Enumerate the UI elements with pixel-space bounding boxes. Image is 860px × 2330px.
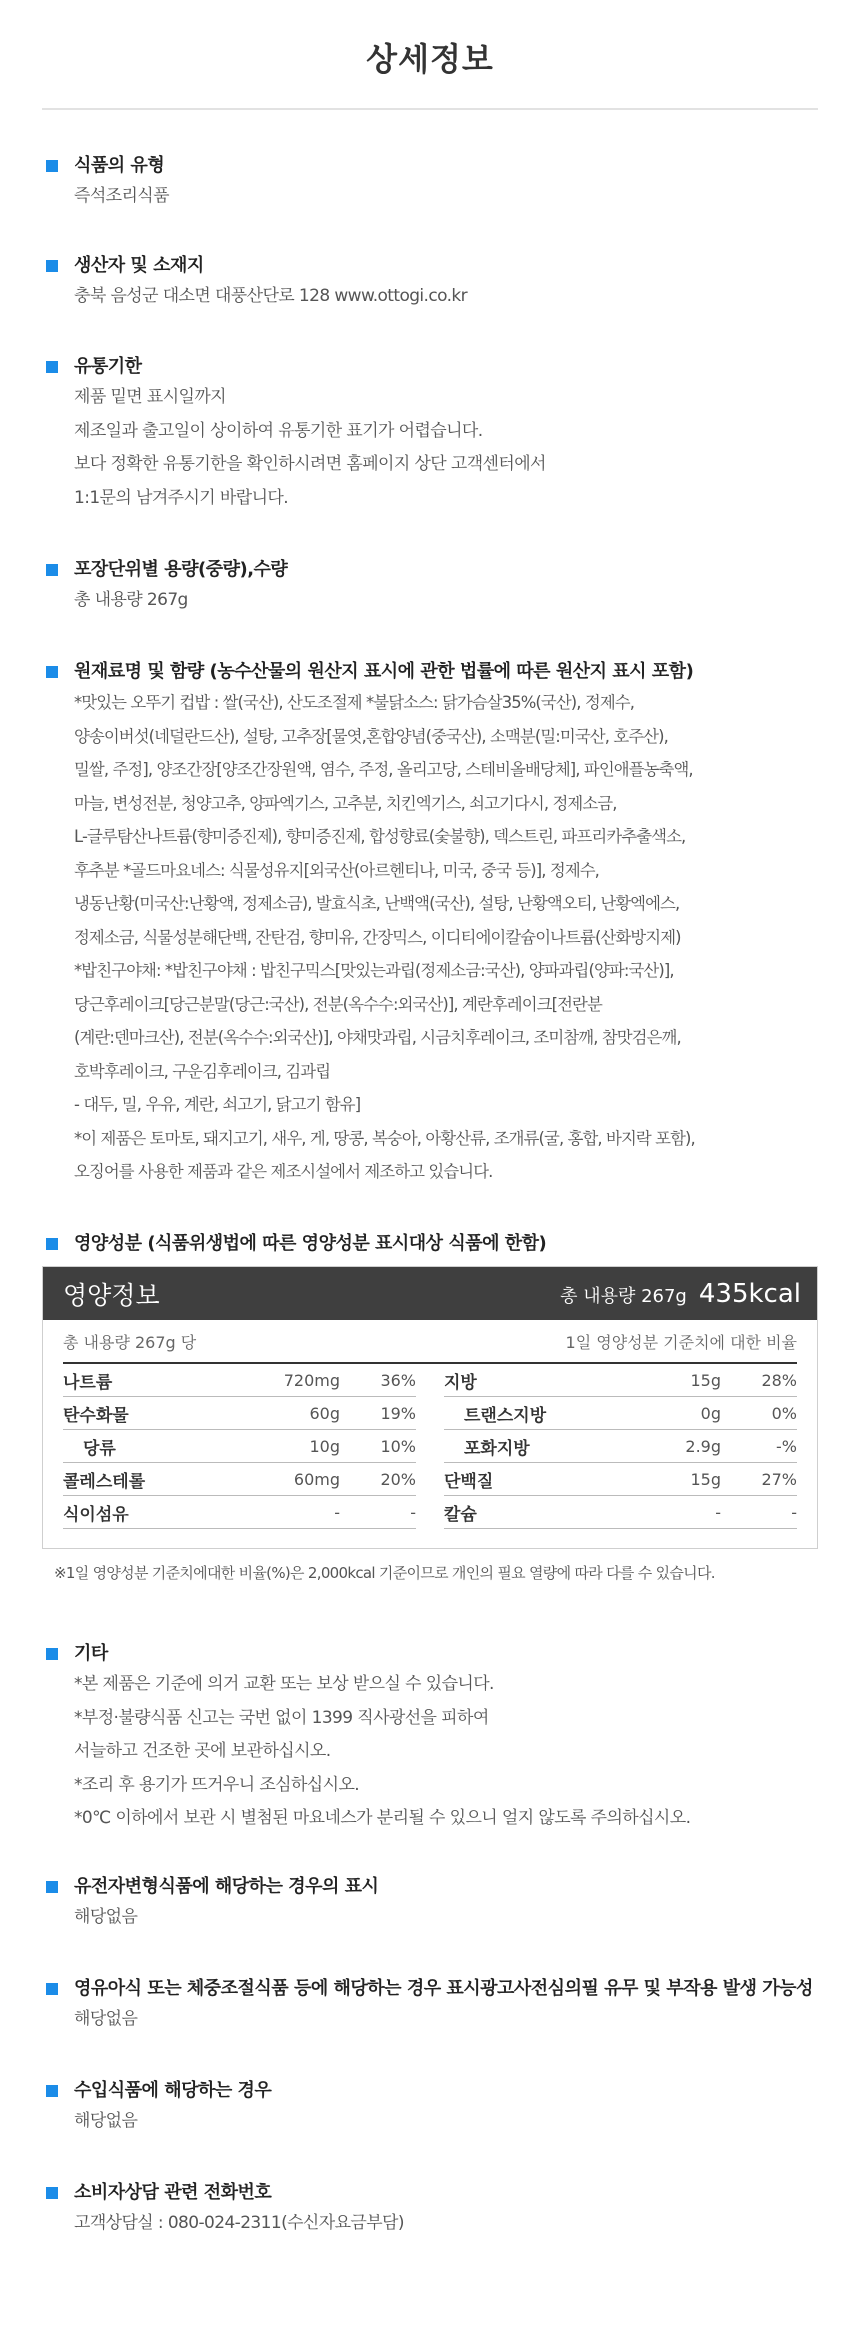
nutrition-row — [63, 1364, 416, 1397]
bullet-square-icon — [46, 2187, 58, 2199]
nutrition-row — [444, 1430, 797, 1463]
section-text: *조리 후 용기가 뜨거우니 조심하십시오. — [74, 1774, 360, 1795]
nutrition-row — [444, 1463, 797, 1496]
ingredient-line: 마늘, 변성전분, 청양고추, 양파엑기스, 고추분, 치킨엑기스, 쇠고기다시, 정제소금, — [74, 793, 617, 813]
bullet-square-icon — [46, 160, 58, 172]
ingredient-line: 정제소금, 식물성분해단백, 잔탄검, 향미유, 간장믹스, 이디티에이칼슘이나트륨(산화방지제) — [74, 927, 681, 947]
nutrient-value: 15g — [690, 1370, 721, 1390]
section-heading: 유통기한 — [74, 356, 142, 377]
nutrient-name: 칼슘 — [444, 1504, 477, 1525]
nutrient-percent: 36% — [380, 1370, 416, 1390]
ingredients-lines — [74, 686, 818, 1189]
section-heading: 수입식품에 해당하는 경우 — [74, 2080, 272, 2101]
section-infant-food — [42, 1975, 818, 2037]
bullet-square-icon — [46, 564, 58, 576]
nutrition-column-left — [63, 1364, 416, 1529]
section-text: 제품 밑면 표시일까지 — [74, 387, 227, 407]
nutrient-name: 식이섬유 — [63, 1504, 129, 1525]
section-text: 해당없음 — [74, 1907, 138, 1927]
nutrient-name: 콜레스테롤 — [63, 1471, 146, 1492]
nutrient-value: 15g — [690, 1469, 721, 1489]
nutrition-row — [63, 1430, 416, 1463]
nutrient-name: 지방 — [444, 1372, 477, 1393]
section-nutrition — [42, 1230, 818, 1258]
nutrient-percent: - — [410, 1502, 416, 1522]
nutrient-percent: 0% — [771, 1403, 797, 1423]
bullet-square-icon — [46, 1238, 58, 1250]
ingredient-line: (계란:덴마크산), 전분(옥수수:외국산)], 야채맛과립, 시금치후레이크, 조미참깨, 참맛검은깨, — [74, 1028, 681, 1047]
section-text: 제조일과 출고일이 상이하여 유통기한 표기가 어렵습니다. — [74, 420, 483, 441]
section-text: 1:1문의 남겨주시기 바랍니다. — [74, 487, 289, 508]
section-heading: 소비자상담 관련 전화번호 — [74, 2182, 272, 2203]
nutrition-row — [63, 1397, 416, 1430]
section-consumer-contact — [42, 2179, 818, 2241]
ingredient-line: 당근후레이크[당근분말(당근:국산), 전분(옥수수:외국산)], 계란후레이크[전란분 — [74, 994, 602, 1014]
section-heading: 기타 — [74, 1643, 108, 1664]
section-package — [42, 556, 818, 618]
nutrient-value: - — [715, 1502, 721, 1522]
nutrient-percent: -% — [776, 1436, 797, 1456]
section-heading: 유전자변형식품에 해당하는 경우의 표시 — [74, 1876, 379, 1897]
nutrition-table — [42, 1266, 818, 1549]
bullet-square-icon — [46, 2085, 58, 2097]
ingredient-line: 호박후레이크, 구운김후레이크, 김과립 — [74, 1061, 331, 1081]
nutrition-row — [63, 1463, 416, 1496]
nutrient-value: 2.9g — [685, 1436, 721, 1456]
nutrient-value: 0g — [700, 1403, 721, 1423]
nutrient-percent: 27% — [761, 1469, 797, 1489]
nutrient-name: 나트륨 — [63, 1372, 113, 1393]
ingredient-line: L-글루탐산나트륨(향미증진제), 향미증진제, 합성향료(숯불향), 덱스트린, 파프리카추출색소, — [74, 827, 686, 846]
nutrition-row — [444, 1397, 797, 1430]
section-producer — [42, 252, 818, 314]
section-text: 보다 정확한 유통기한을 확인하시려면 홈페이지 상단 고객센터에서 — [74, 454, 546, 474]
ingredient-line: - 대두, 밀, 우유, 계란, 쇠고기, 닭고기 함유] — [74, 1095, 361, 1114]
section-heading: 영유아식 또는 체중조절식품 등에 해당하는 경우 표시광고사전심의필 유무 및 부작용 발생 가능성 — [74, 1978, 813, 1999]
bullet-square-icon — [46, 260, 58, 272]
nutrition-subheader — [43, 1320, 817, 1362]
ingredient-line: *이 제품은 토마토, 돼지고기, 새우, 게, 땅콩, 복숭아, 아황산류, 조개류(굴, 홍합, 바지락 포함), — [74, 1128, 695, 1148]
nutrient-name: 탄수화물 — [63, 1405, 129, 1426]
nutrient-name: 트랜스지방 — [464, 1405, 547, 1426]
section-expiry — [42, 353, 818, 515]
nutrition-title: 영양정보 — [63, 1280, 160, 1310]
section-heading: 원재료명 및 함량 (농수산물의 원산지 표시에 관한 법률에 따른 원산지 표시 포함) — [74, 661, 694, 682]
page-title: 상세정보 — [42, 0, 818, 110]
section-text: *본 제품은 기준에 의거 교환 또는 보상 받으실 수 있습니다. — [74, 1674, 494, 1694]
section-heading: 식품의 유형 — [74, 155, 165, 176]
section-heading: 포장단위별 용량(중량),수량 — [74, 559, 288, 580]
nutrient-name: 포화지방 — [464, 1438, 530, 1459]
nutrient-name: 당류 — [83, 1438, 116, 1459]
section-gmo — [42, 1873, 818, 1935]
ingredient-line: 냉동난황(미국산:난황액, 정제소금), 발효식초, 난백액(국산), 설탕, 난황액오티, 난황엑에스, — [74, 894, 680, 913]
section-text: *0℃ 이하에서 보관 시 별첨된 마요네스가 분리될 수 있으니 얼지 않도록 주의하십시오. — [74, 1808, 691, 1828]
nutrition-row — [444, 1496, 797, 1529]
nutrition-footnote: ※1일 영양성분 기준치에대한 비율(%)은 2,000kcal 기준이므로 개인의 필요 열량에 따라 다를 수 있습니다. — [54, 1564, 715, 1582]
section-import — [42, 2077, 818, 2139]
nutrition-total-amount: 총 내용량 267g — [560, 1285, 687, 1307]
nutrient-name: 단백질 — [444, 1471, 494, 1492]
nutrient-percent: 19% — [380, 1403, 416, 1423]
section-text: 해당없음 — [74, 2111, 138, 2131]
section-text: 충북 음성군 대소면 대풍산단로 128 www.ottogi.co.kr — [74, 286, 468, 306]
ingredient-line: 오징어를 사용한 제품과 같은 제조시설에서 제조하고 있습니다. — [74, 1162, 493, 1181]
nutrition-column-right — [444, 1364, 797, 1529]
nutrition-row — [444, 1364, 797, 1397]
section-heading: 생산자 및 소재지 — [74, 255, 204, 276]
section-food-type — [42, 152, 818, 214]
nutrient-value: 10g — [309, 1436, 340, 1456]
nutrient-value: 60g — [309, 1403, 340, 1423]
nutrient-value: - — [334, 1502, 340, 1522]
ingredient-line: *맛있는 오뚜기 컵밥 : 쌀(국산), 산도조절제 *불닭소스: 닭가슴살35%(국산), 정제수, — [74, 693, 635, 712]
nutrient-percent: 10% — [380, 1436, 416, 1456]
nutrient-value: 720mg — [283, 1370, 340, 1390]
nutrient-percent: - — [791, 1502, 797, 1522]
ingredient-line: *밥친구야채: *밥친구야채 : 밥친구믹스[맛있는과립(정제소금:국산), 양파과립(양파:국산)], — [74, 961, 674, 980]
bullet-square-icon — [46, 666, 58, 678]
nutrition-header — [43, 1267, 817, 1320]
nutrition-ratio-label: 1일 영양성분 기준치에 대한 비율 — [565, 1332, 797, 1352]
section-text: 해당없음 — [74, 2009, 138, 2029]
section-text: 서늘하고 건조한 곳에 보관하십시오. — [74, 1741, 331, 1761]
ingredient-line: 밀쌀, 주정], 양조간장[양조간장원액, 염수, 주정, 올리고당, 스테비올배당체], 파인애플농축액, — [74, 760, 693, 779]
nutrient-percent: 28% — [761, 1370, 797, 1390]
section-heading: 영양성분 (식품위생법에 따른 영양성분 표시대상 식품에 한함) — [74, 1233, 547, 1254]
section-other — [42, 1640, 818, 1836]
section-ingredients — [42, 658, 818, 1189]
ingredient-line: 후추분 *골드마요네스: 식물성유지[외국산(아르헨티나, 미국, 중국 등)], 정제수, — [74, 860, 599, 880]
ingredient-line: 양송이버섯(네덜란드산), 설탕, 고추장[물엿,혼합양념(중국산), 소맥분(밀:미국산, 호주산), — [74, 726, 668, 746]
bullet-square-icon — [46, 1648, 58, 1660]
section-text: 총 내용량 267g — [74, 590, 188, 610]
nutrition-calories: 435kcal — [698, 1278, 801, 1309]
nutrition-per-label: 총 내용량 267g 당 — [63, 1332, 197, 1352]
consumer-phone: 고객상담실 : 080-024-2311(수신자요금부담) — [74, 2213, 404, 2233]
nutrient-value: 60mg — [293, 1469, 340, 1489]
section-text: 즉석조리식품 — [74, 186, 169, 206]
bullet-square-icon — [46, 1881, 58, 1893]
section-text: *부정·불량식품 신고는 국번 없이 1399 직사광선을 피하여 — [74, 1707, 489, 1728]
bullet-square-icon — [46, 361, 58, 373]
nutrient-percent: 20% — [380, 1469, 416, 1489]
bullet-square-icon — [46, 1983, 58, 1995]
nutrition-body — [63, 1362, 797, 1529]
nutrition-row — [63, 1496, 416, 1529]
